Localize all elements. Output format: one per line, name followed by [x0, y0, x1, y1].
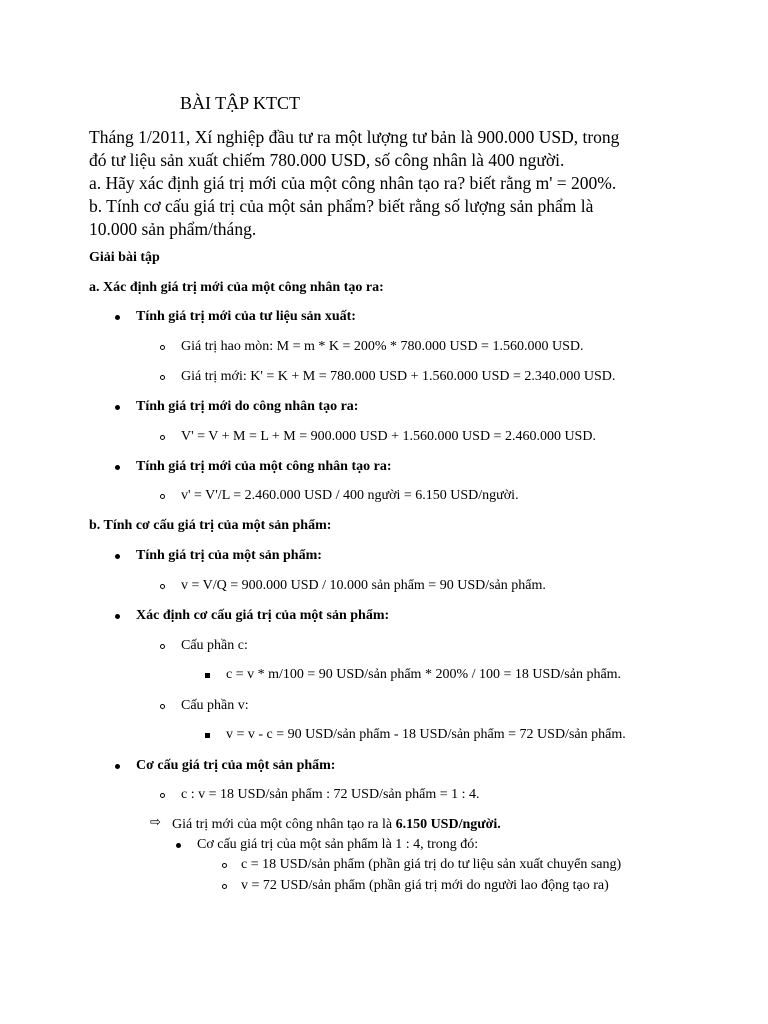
- bullet-dot-icon: [115, 405, 120, 410]
- problem-line: a. Hãy xác định giá trị mới của một công nhân tạo ra? biết rằng m' = 200%.: [89, 173, 617, 193]
- conclusion-line: Cơ cấu giá trị của một sản phẩm là 1 : 4, trong đó:: [197, 837, 479, 852]
- conclusion-line: [172, 817, 501, 833]
- bullet-circle-icon: [222, 884, 227, 889]
- bullet-circle-icon: [222, 863, 227, 868]
- list-item-label: Tính giá trị mới do công nhân tạo ra:: [136, 399, 359, 414]
- document-title: BÀI TẬP KTCT: [180, 93, 301, 113]
- sub-item: Cấu phần v:: [181, 698, 249, 713]
- sub-sub-item: v = v - c = 90 USD/sản phẩm - 18 USD/sản phẩm = 72 USD/sản phẩm.: [226, 727, 626, 742]
- sub-item: Cấu phần c:: [181, 638, 248, 653]
- problem-line: b. Tính cơ cấu giá trị của một sản phẩm? biết rằng số lượng sản phẩm là: [89, 196, 594, 216]
- solution-heading: Giải bài tập: [89, 250, 160, 265]
- problem-line: 10.000 sản phẩm/tháng.: [89, 219, 257, 239]
- bullet-dot-icon: [115, 554, 120, 559]
- arrow-right-icon: ⇨: [150, 815, 161, 830]
- conclusion-value: 6.150 USD/người.: [395, 817, 501, 832]
- list-item-label: Tính giá trị của một sản phẩm:: [136, 548, 322, 563]
- bullet-circle-icon: [160, 644, 165, 649]
- part-a-heading: a. Xác định giá trị mới của một công nhân tạo ra:: [89, 280, 384, 295]
- sub-item: c : v = 18 USD/sản phẩm : 72 USD/sản phẩm = 1 : 4.: [181, 787, 480, 802]
- problem-statement: [89, 126, 729, 241]
- bullet-square-icon: [205, 673, 210, 678]
- sub-sub-item: c = v * m/100 = 90 USD/sản phẩm * 200% / 100 = 18 USD/sản phẩm.: [226, 667, 622, 682]
- problem-line: Tháng 1/2011, Xí nghiệp đầu tư ra một lượng tư bản là 900.000 USD, trong: [89, 127, 620, 147]
- bullet-circle-icon: [160, 435, 165, 440]
- sub-item: v = V/Q = 900.000 USD / 10.000 sản phẩm = 90 USD/sản phẩm.: [181, 578, 546, 593]
- bullet-circle-icon: [160, 793, 165, 798]
- conclusion-line: c = 18 USD/sản phẩm (phần giá trị do tư liệu sản xuất chuyển sang): [241, 857, 622, 872]
- part-b-heading: b. Tính cơ cấu giá trị của một sản phẩm:: [89, 518, 332, 533]
- sub-item: Giá trị mới: K' = K + M = 780.000 USD + 1.560.000 USD = 2.340.000 USD.: [181, 369, 616, 384]
- list-item-label: Cơ cấu giá trị của một sản phẩm:: [136, 758, 336, 773]
- list-item-label: Tính giá trị mới của một công nhân tạo ra:: [136, 459, 392, 474]
- bullet-dot-icon: [115, 614, 120, 619]
- sub-item: v' = V'/L = 2.460.000 USD / 400 người = 6.150 USD/người.: [181, 488, 519, 503]
- bullet-dot-icon: [115, 764, 120, 769]
- bullet-circle-icon: [160, 375, 165, 380]
- list-item-label: Xác định cơ cấu giá trị của một sản phẩm:: [136, 608, 390, 623]
- conclusion-text: Giá trị mới của một công nhân tạo ra là: [172, 817, 396, 832]
- sub-item: V' = V + M = L + M = 900.000 USD + 1.560.000 USD = 2.460.000 USD.: [181, 429, 596, 444]
- bullet-circle-icon: [160, 345, 165, 350]
- sub-item: Giá trị hao mòn: M = m * K = 200% * 780.000 USD = 1.560.000 USD.: [181, 339, 584, 354]
- conclusion-line: v = 72 USD/sản phẩm (phần giá trị mới do người lao động tạo ra): [241, 878, 609, 893]
- bullet-circle-icon: [160, 494, 165, 499]
- bullet-dot-icon: [115, 315, 120, 320]
- bullet-circle-icon: [160, 704, 165, 709]
- problem-line: đó tư liệu sản xuất chiếm 780.000 USD, số công nhân là 400 người.: [89, 150, 565, 170]
- bullet-dot-icon: [176, 843, 181, 848]
- list-item-label: Tính giá trị mới của tư liệu sản xuất:: [136, 309, 356, 324]
- bullet-circle-icon: [160, 584, 165, 589]
- bullet-square-icon: [205, 733, 210, 738]
- bullet-dot-icon: [115, 465, 120, 470]
